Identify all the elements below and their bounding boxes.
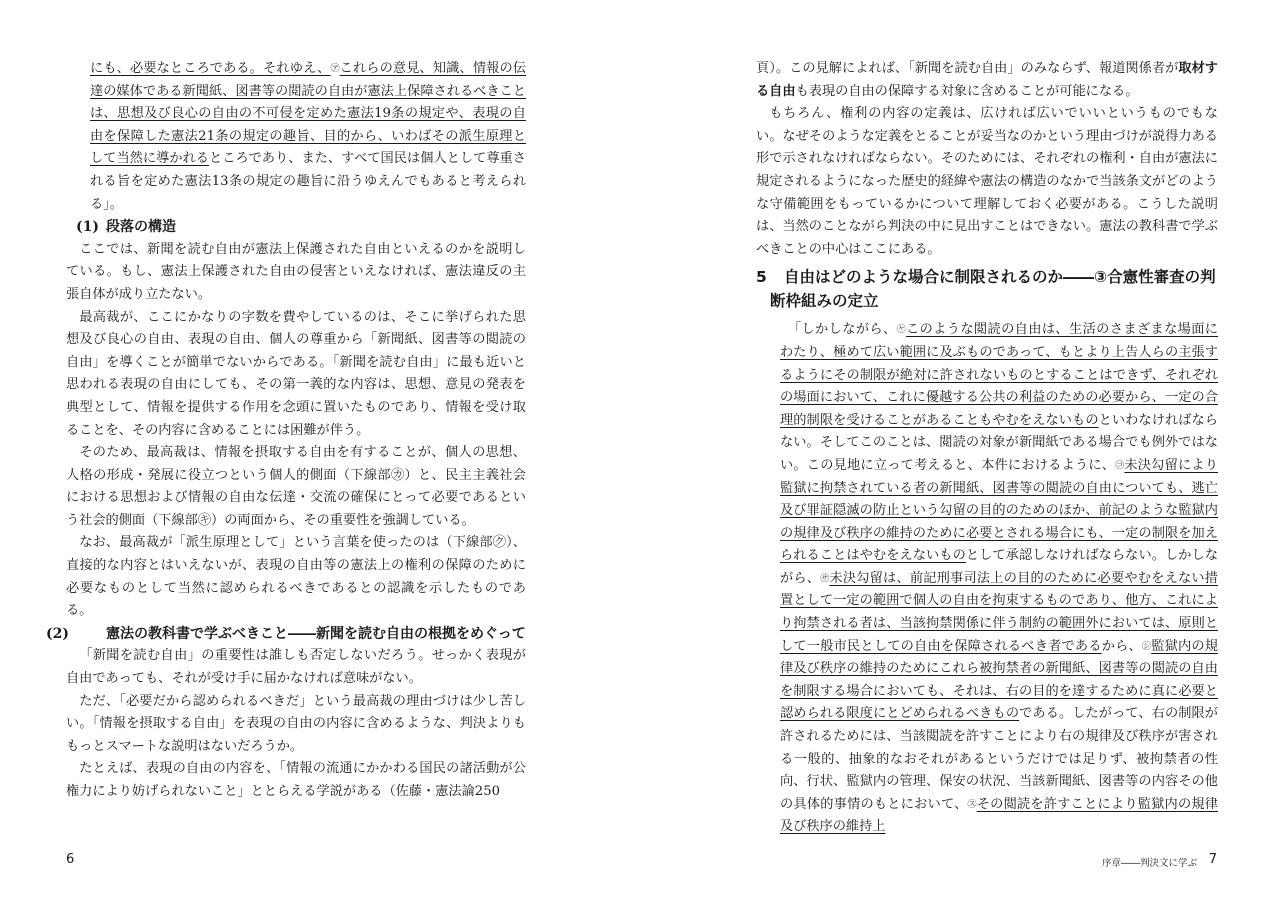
paragraph: たとえば、表現の自由の内容を、「情報の流通にかかわる国民の諸活動が公権力により妨げられないこと」ととらえる学説がある（佐藤・憲法論250	[66, 761, 526, 799]
underlined-text: 未決勾留により監獄に拘禁されている者の新聞紙、図書等の閲読の自由についても、逃亡及び罪証隠滅の防止という勾留の目的のためのほか、前記のような監獄内の規律及び秩序の維持のために必要とされる場合にも、一定の制限を加えられることはやむをえないもの	[780, 457, 1218, 564]
underlined-text: これらの意見、知識、情報の伝達の媒体である新聞紙、図書等の閲読の自由が憲法上保障されるべきことは、思想及び良心の自由の不可侵を定めた憲法19条の規定や、表現の自由を保障した憲法21条の規定の趣旨、目的から、いわばその派生原理として当然に導かれる	[90, 61, 526, 167]
quote-text: として承認しなければならない。しかしながら、	[780, 548, 1219, 586]
paragraph: そのため、最高裁は、情報を摂取する自由を有することが、個人の思想、人格の形成・発展に役立つという個人的側面（下線部㋕）と、民主主義社会における思想および情報の自由な伝達・交流の確保にとって必要であるという社会的側面（下線部㋖）の両面から、その重要性を強調している。	[66, 445, 526, 528]
paragraph: ここでは、新聞を読む自由が憲法上保護された自由といえるのかを説明している。もし、憲法上保護された自由の侵害といえなければ、憲法違反の主張自体が成り立たない。	[66, 241, 526, 302]
section-title: 憲法の教科書で学ぶべきこと――新聞を読む自由の根拠をめぐって	[106, 625, 526, 642]
annotation-marker: ㋜	[967, 799, 977, 810]
judgment-quote-continued	[90, 58, 526, 216]
section-heading-1	[76, 216, 526, 239]
running-head: 序章――判決文に学ぶ	[1101, 858, 1197, 869]
underlined-text: 未決勾留は、前記刑事司法上の目的のために必要やむをえない措置として一定の範囲で個人の自由を拘束するものであり、他方、これにより拘禁される者は、当該拘禁関係に伴う制約の範囲外においては、原則として一般市民としての自由を保障されるべき者である	[780, 570, 1218, 654]
page-number: 7	[1208, 852, 1217, 867]
annotation-marker: ㋐	[330, 64, 340, 74]
paragraph: 最高裁が、ここにかなりの字数を費やしているのは、そこに挙げられた思想及び良心の自由、表現の自由、個人の尊重から「新聞紙、図書等の閲読の自由」を導くことが簡単でないからである。「新聞を読む自由」に最も近いと思われる表現の自由にしても、その第一義的な内容は、思想、意見の発表を典型として、情報を提供する作用を念頭に置いたものであり、情報を受け取ることを、その内容に含めることには困難が伴う。	[66, 309, 526, 438]
chapter-section-heading	[756, 265, 1218, 313]
annotation-marker: ㋙	[1115, 460, 1125, 471]
judgment-quote	[780, 319, 1218, 839]
quote-text: ように、	[1061, 457, 1116, 473]
paragraph: もちろん、権利の内容の定義は、広ければ広いでいいというものでもない。なぜそのような定義をとることが妥当なのかという理由づけが説得力ある形で示されなければならない。そのためには、それぞれの権利・自由が憲法に規定されるようになった歴史的経緯や憲法の構造のなかで当該条文がどのような守備範囲をもっているかについて理解しておく必要がある。こうした説明は、当然のことながら判決の中に見出すことはできない。憲法の教科書で学ぶべきことの中心はここにある。	[756, 106, 1218, 257]
right-page	[641, 0, 1283, 908]
paragraph: なお、最高裁が「派生原理として」という言葉を使ったのは（下線部㋗）、直接的な内容とはいえないが、表現の自由等の憲法上の権利の保障のために必要なものとして当然に認められるべきであるとの認識を示したものである。	[66, 535, 526, 619]
right-text-column	[756, 58, 1218, 839]
annotation-marker: ㋚	[820, 573, 830, 584]
underlined-text: にも、必要なところである。それゆえ、	[90, 61, 331, 76]
annotation-marker: ㋘	[896, 325, 906, 336]
section-heading-2	[46, 623, 526, 646]
page-number: 6	[66, 852, 75, 867]
paragraph: ただ、「必要だから認められるべきだ」という最高裁の理由づけは少し苦しい。「情報を摂取する自由」を表現の自由の内容に含めるような、判決よりももっとスマートな説明はないだろうか。	[66, 693, 526, 754]
section-title: 自由はどのような場合に制限されるのか――③合憲性審査の判断枠組みの定立	[770, 268, 1216, 311]
section-number: (2)	[46, 625, 69, 642]
annotation-marker: ㋛	[1141, 641, 1152, 652]
paragraph-text: も表現の自由の保障する対象に含めることが可能になる。	[795, 83, 1139, 99]
underlined-text: その閲読を許すことにより監獄内の規律及び秩序の維持上	[780, 796, 1218, 835]
quote-text: から、	[1101, 638, 1142, 654]
left-page	[0, 0, 641, 908]
quote-text: ところであり、また、すべて国民は個人として尊重される旨を定めた憲法13条の規定の趣旨に沿うゆえんでもあると考えられる」。	[90, 151, 526, 212]
section-number: 5	[756, 268, 767, 287]
section-title: 段落の構造	[106, 219, 176, 236]
left-text-column	[46, 58, 526, 804]
quote-text: である。したがって、右の制限が許されるためには、当該閲読を許すことにより右の規律及び秩序が害される一般的、抽象的なおそれがあるというだけでは足りず、被拘禁者の性向、行状、監獄内の管理、保安の状況、当該新聞紙、図書等の内容その他の具体的事情のもとにおいて、	[780, 706, 1218, 812]
quote-text: といわなければならない。そしてこのことは、閲読の対象が新聞紙である場合でも例外ではない。この見地に立って考えると、本件における	[780, 412, 1218, 473]
underlined-text: 監獄内の規律及び秩序の維持のためにこれら被拘禁者の新聞紙、図書等の閲読の自由を制限する場合においても、それは、右の目的を達するために真に必要と認められる限度にとどめられるべきもの	[780, 638, 1218, 722]
emphasis-text: 取材する自由	[756, 61, 1218, 99]
paragraph: 「新聞を読む自由」の重要性は誰しも否定しないだろう。せっかく表現が自由であっても、それが受け手に届かなければ意味がない。	[66, 648, 526, 687]
quote-text: 「しかしながら、	[787, 322, 897, 338]
paragraph	[756, 58, 1218, 103]
paragraph-text: 頁）。この見解によれば、「新聞を読む自由」のみならず、報道関係者が	[756, 61, 1179, 76]
section-number: (1)	[76, 219, 99, 236]
underlined-text: このような閲読の自由は、生活のさまざまな場面にわたり、極めて広い範囲に及ぶものであって、もとより上告人らの主張するようにその制限が絶対に許されないものとすることはできず、それぞれの場面において、これに優越する公共の利益のための必要から、一定の合理的制限を受けることがあることもやむをえないもの	[780, 322, 1218, 428]
